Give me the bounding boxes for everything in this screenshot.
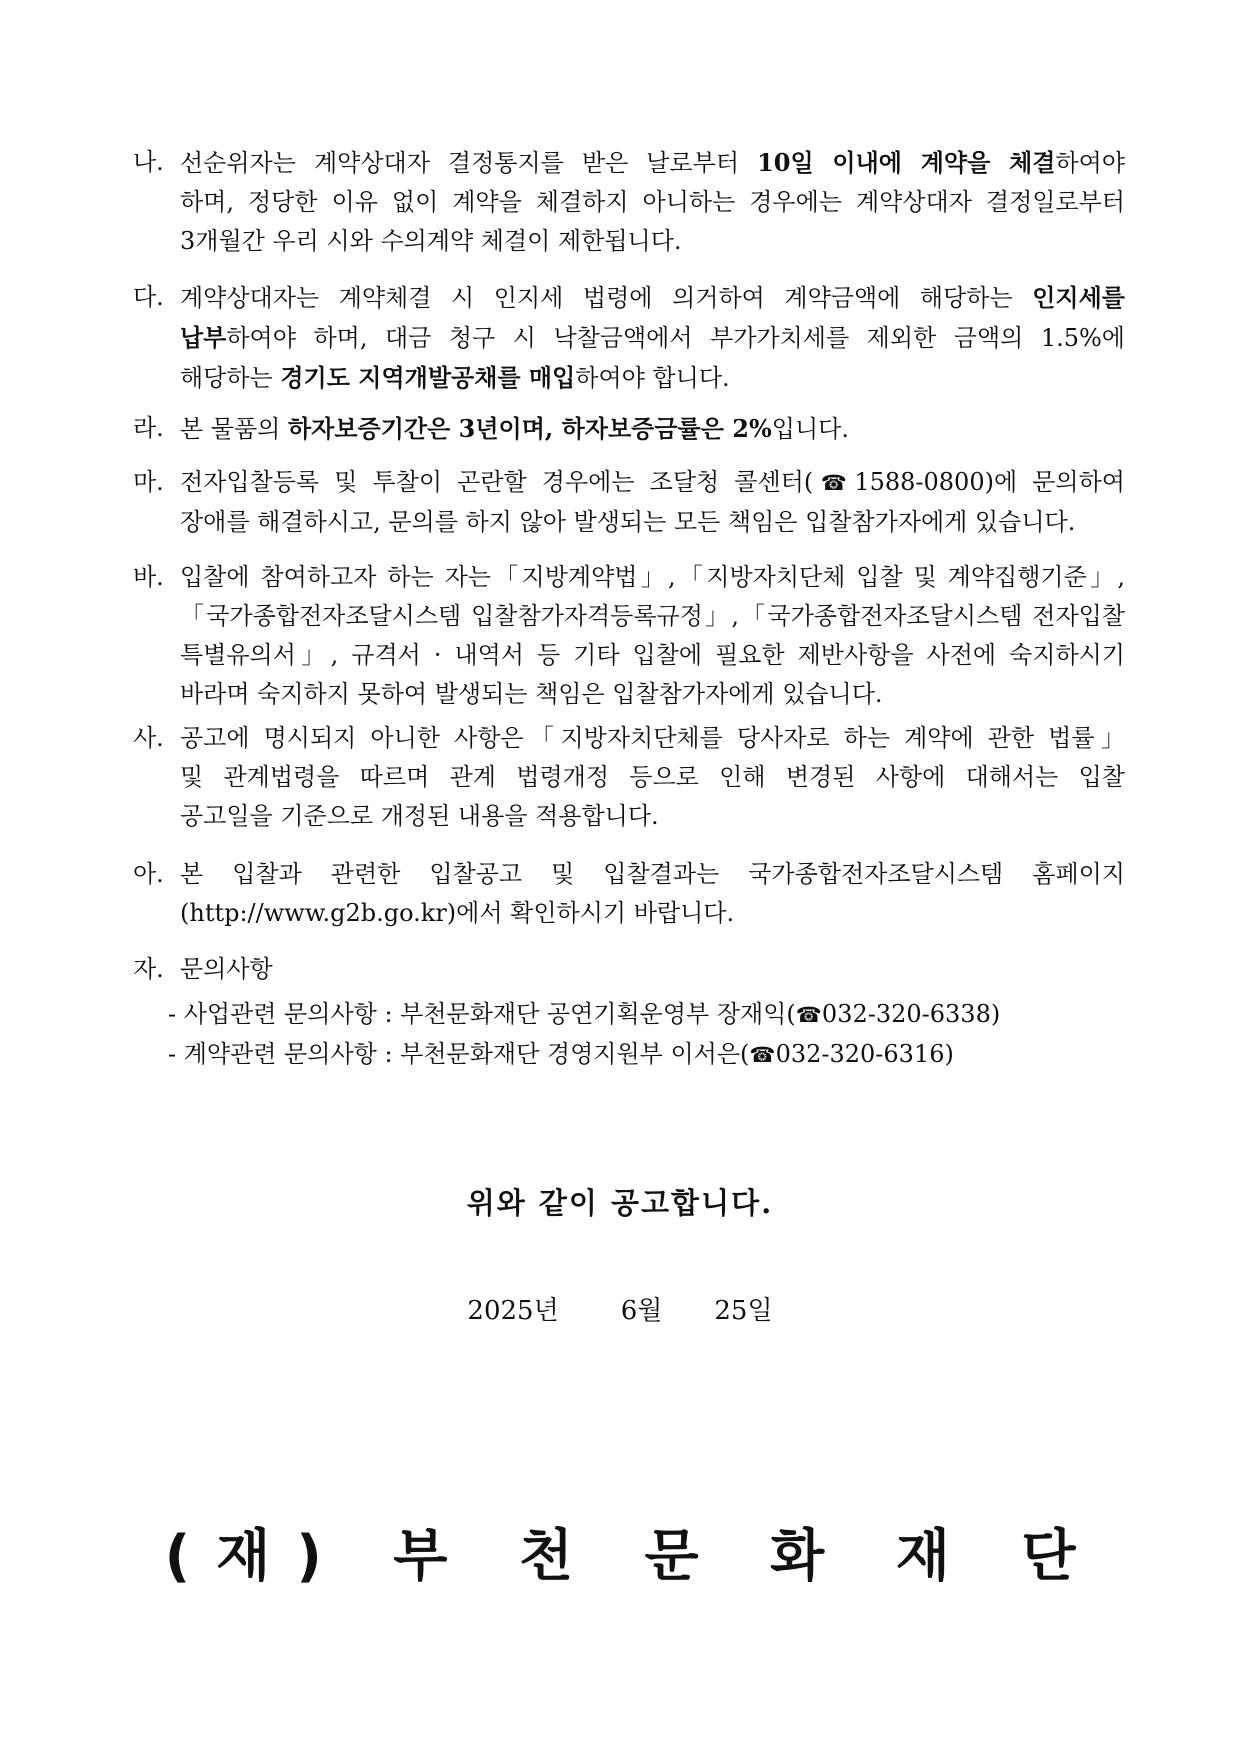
item-text: 계약상대자는 계약체결 시 인지세 법령에 의거하여 계약금액에 해당하는: [180, 284, 1033, 312]
item-marker: 아.: [133, 860, 164, 888]
item-line: [180, 719, 1125, 758]
notice-item: [133, 719, 1125, 836]
item-marker: 나.: [133, 148, 164, 176]
item-text: 본 입찰과 관련한 입찰공고 및 입찰결과는 국가종합전자조달시스템 홈페이지: [180, 860, 1125, 888]
item-marker: 바.: [133, 563, 164, 591]
contact-text: - 사업관련 문의사항 : 부천문화재단 공연기획운영부 장재익(: [168, 1000, 796, 1028]
emphasis-text: 납부: [180, 323, 227, 352]
emphasis-text: 경기도 지역개발공채를 매입: [280, 363, 576, 392]
item-line: [180, 950, 1125, 989]
item-line: [180, 143, 1125, 183]
item-text: 본 물품의: [180, 415, 288, 443]
item-text: 전자입찰등록 및 투찰이 곤란할 경우에는 조달청 콜센터(: [180, 468, 814, 496]
item-text: 3개월간 우리 시와 수의계약 체결이 제한됩니다.: [180, 227, 682, 255]
item-line: [180, 855, 1125, 894]
notice-item: [133, 558, 1125, 714]
notice-item: [133, 950, 1125, 989]
item-text: 하여야: [1055, 149, 1125, 177]
phone-icon: ☎: [795, 1003, 822, 1027]
item-marker: 자.: [133, 955, 164, 983]
contact-line: [168, 996, 1000, 1033]
contact-line: [168, 1036, 954, 1073]
item-text: 특별유의서」, 규격서 · 내역서 등 기타 입찰에 필요한 제반사항을 사전에 숙지하시기: [180, 641, 1125, 669]
item-line: [180, 675, 1125, 714]
emphasis-text: 10일 이내에 계약을 체결: [757, 148, 1056, 177]
item-line: [180, 894, 1125, 933]
phone-icon: ☎: [813, 471, 855, 495]
item-marker: 라.: [133, 414, 164, 442]
item-text: 하여야 하며, 대금 청구 시 낙찰금액에서 부가가치세를 제외한 금액의 1.5%에: [226, 324, 1125, 352]
phone-icon: ☎: [749, 1043, 776, 1067]
item-marker: 다.: [133, 283, 164, 311]
item-line: [180, 636, 1125, 675]
item-marker: 마.: [133, 468, 164, 496]
notice-item: [133, 409, 1125, 449]
date-day: 25일: [714, 1296, 773, 1326]
item-text: 해당하는: [180, 364, 281, 392]
item-line: [180, 463, 1125, 503]
item-text: 하여야 합니다.: [575, 364, 730, 392]
item-line: [180, 222, 1125, 261]
date-year: 2025년: [467, 1296, 559, 1326]
item-line: [180, 597, 1125, 636]
item-line: [180, 503, 1125, 542]
item-text: 공고에 명시되지 아니한 사항은「지방자치단체를 당사자로 하는 계약에 관한 법률」: [180, 724, 1125, 752]
item-text: (http://www.g2b.go.kr)에서 확인하시기 바랍니다.: [180, 899, 735, 927]
notice-item: [133, 855, 1125, 933]
item-text: 입찰에 참여하고자 하는 자는「지방계약법」,「지방자치단체 입찰 및 계약집행기준」,: [180, 563, 1125, 591]
item-text: 장애를 해결하시고, 문의를 하지 않아 발생되는 모든 책임은 입찰참가자에게 있습니다.: [180, 508, 1076, 536]
item-line: [180, 409, 1125, 449]
item-line: [180, 758, 1125, 797]
notice-item: [133, 143, 1125, 261]
organization-name: (재) 부 천 문 화 재 단: [164, 1524, 1102, 1589]
item-text: 공고일을 기준으로 개정된 내용을 적용합니다.: [180, 802, 659, 830]
item-text: 「국가종합전자조달시스템 입찰참가자격등록규정」,「국가종합전자조달시스템 전자입찰: [180, 602, 1125, 630]
item-text: 입니다.: [771, 415, 849, 443]
announcement-date: [0, 1290, 1240, 1327]
contact-phone-number: 032-320-6338): [821, 1000, 1001, 1028]
item-text: 하며, 정당한 이유 없이 계약을 체결하지 아니하는 경우에는 계약상대자 결정일로부터: [180, 188, 1125, 216]
item-line: [180, 797, 1125, 836]
closing-statement: 위와 같이 공고합니다.: [466, 1186, 774, 1220]
item-line: [180, 278, 1125, 318]
item-text: 선순위자는 계약상대자 결정통지를 받은 날로부터: [180, 149, 758, 177]
item-text: 및 관계법령을 따르며 관계 법령개정 등으로 인해 변경된 사항에 대해서는 입찰: [180, 763, 1125, 791]
item-line: [180, 358, 1125, 398]
contact-phone-number: 032-320-6316): [775, 1040, 954, 1068]
contact-text: - 계약관련 문의사항 : 부천문화재단 경영지원부 이서은(: [168, 1040, 750, 1068]
item-line: [180, 318, 1125, 358]
item-line: [180, 183, 1125, 222]
notice-item: [133, 463, 1125, 542]
emphasis-text: 인지세를: [1032, 283, 1125, 312]
emphasis-text: 하자보증기간은 3년이며, 하자보증금률은 2%: [288, 414, 772, 443]
item-text: 바라며 숙지하지 못하여 발생되는 책임은 입찰참가자에게 있습니다.: [180, 680, 883, 708]
item-line: [180, 558, 1125, 597]
item-text: 문의사항: [180, 955, 273, 983]
notice-item: [133, 278, 1125, 398]
item-marker: 사.: [133, 724, 164, 752]
date-month: 6월: [620, 1296, 663, 1326]
item-text: 1588-0800)에 문의하여: [854, 468, 1125, 496]
